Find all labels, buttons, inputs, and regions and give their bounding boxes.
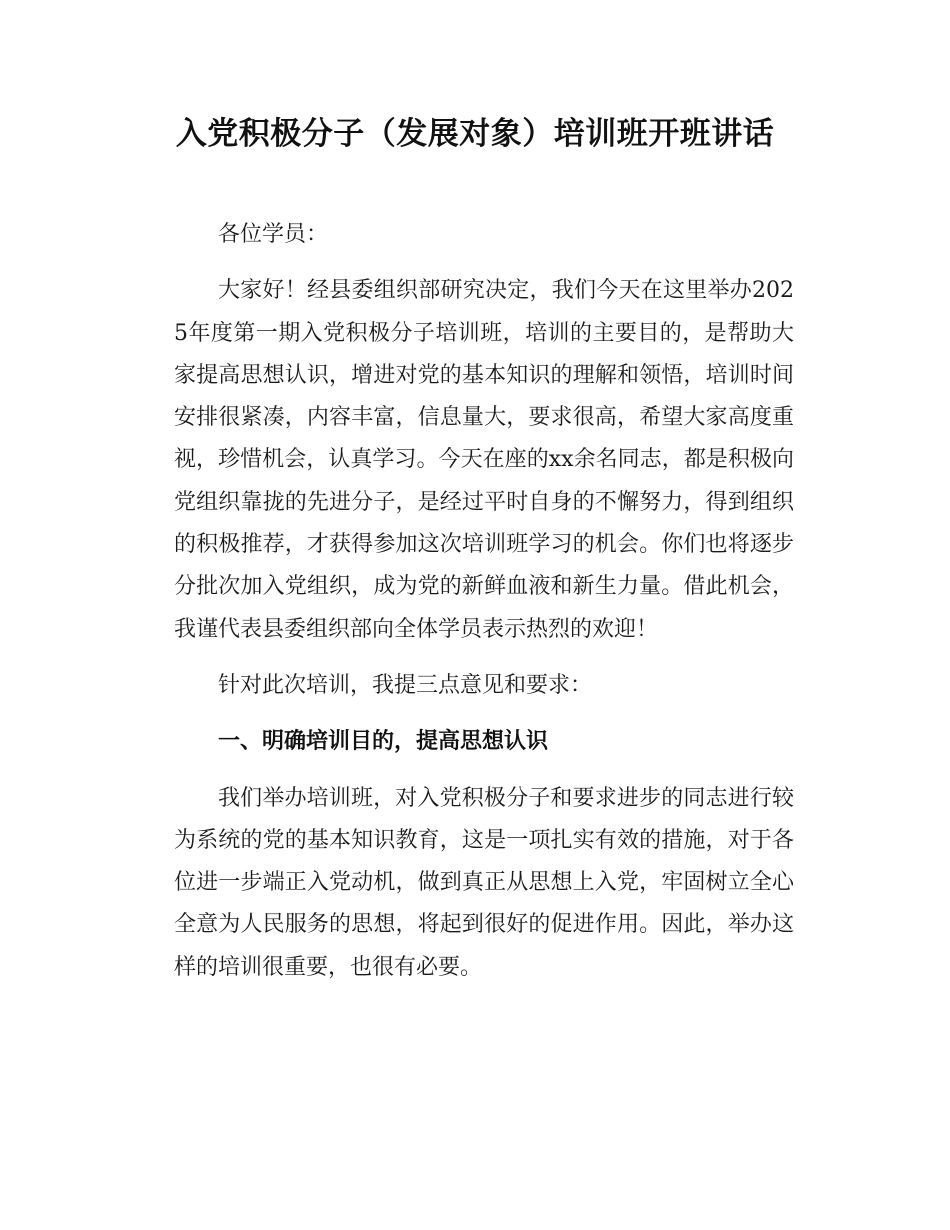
salutation: 各位学员：: [218, 222, 329, 247]
paragraph-welcome: 大家好！经县委组织部研究决定，我们今天在这里举办2025年度第一期入党积极分子培训班，培训的主要目的，是帮助大家提高思想认识，增进对党的基本知识的理解和领悟，培训时间安排很紧凑，内容丰富，信息量大，要求很高，希望大家高度重视，珍惜机会，认真学习。今天在座的xx余名同志，都是积极向党组织靠拢的先进分子，是经过平时自身的不懈努力，得到组织的积极推荐，才获得参加这次培训班学习的机会。你们也将逐步分批次加入党组织，成为党的新鲜血液和新生力量。借此机会，我谨代表县委组织部向全体学员表示热烈的欢迎！: [174, 278, 794, 642]
paragraph-training-purpose: 我们举办培训班，对入党积极分子和要求进步的同志进行较为系统的党的基本知识教育，这是一项扎实有效的措施，对于各位进一步端正入党动机，做到真正从思想上入党，牢固树立全心全意为人民服务的思想，将起到很好的促进作用。因此，举办这样的培训很重要，也很有必要。: [174, 785, 794, 980]
paragraph-requirements-intro: 针对此次培训，我提三点意见和要求：: [218, 672, 593, 698]
document-body: [174, 214, 794, 1003]
document-title: 入党积极分子（发展对象）培训班开班讲话: [175, 116, 775, 152]
section-heading-1: 一、明确培训目的，提高思想认识: [218, 729, 549, 755]
